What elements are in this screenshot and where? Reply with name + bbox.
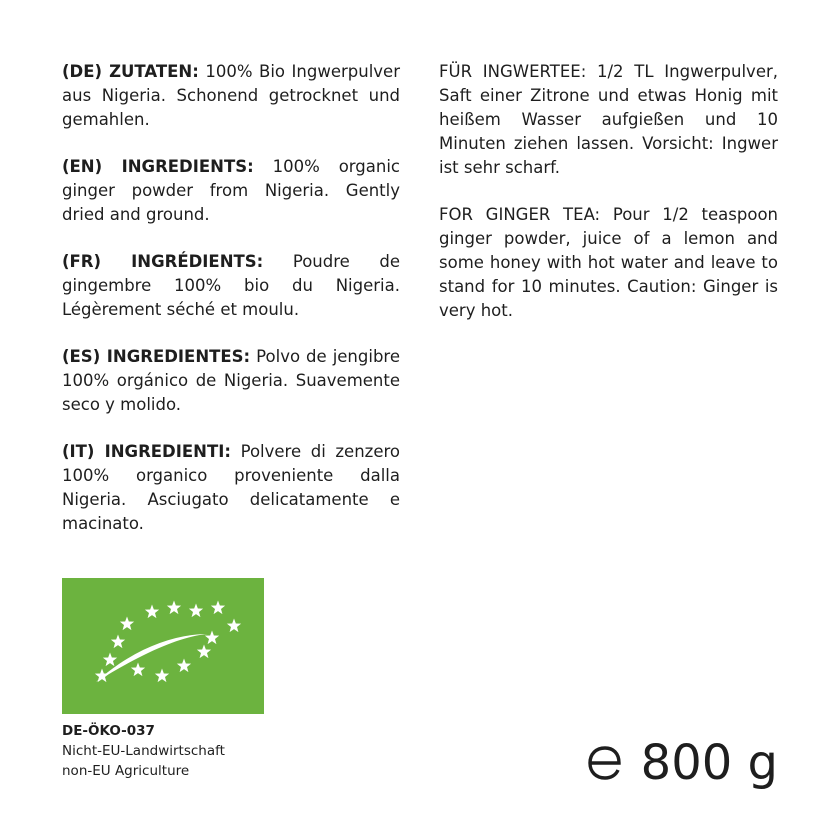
weight-value: 800 g [640,735,778,791]
lang-label: (ES) INGREDIENTES: [62,347,251,366]
lang-label: (DE) ZUTATEN: [62,62,199,81]
ingredients-fr [62,250,400,322]
preparation-column [439,60,778,346]
preparation-en: FOR GINGER TEA: Pour 1/2 teaspoon ginger powder, juice of a lemon and some honey with hot water and leave to stand for 10 minutes. Caution: Ginger is very hot. [439,205,778,320]
preparation-de: FÜR INGWERTEE: 1/2 TL Ingwerpulver, Saft einer Zitrone und etwas Honig mit heißem Wasser aufgießen und 10 Minuten ziehen lassen. Vorsicht: Ingwer ist sehr scharf. [439,62,778,177]
lang-label: (EN) INGREDIENTS: [62,157,254,176]
certification-block [62,721,225,781]
ingredients-es [62,345,400,417]
ingredients-text: 100% Bio Ingwerpulver aus Nigeria. Schonend getrocknet und gemahlen. [62,62,400,129]
ingredients-it [62,440,400,536]
certification-origin-en: non-EU Agriculture [62,763,190,779]
lang-label: (IT) INGREDIENTI: [62,442,231,461]
net-weight [583,735,778,791]
estimated-sign-icon [583,741,627,785]
certification-origin-de: Nicht-EU-Landwirtschaft [62,743,225,759]
ingredients-column [62,60,400,559]
ingredients-text: Poudre de gingembre 100% bio du Nigeria. Légèrement séché et moulu. [62,252,400,319]
lang-label: (FR) INGRÉDIENTS: [62,252,264,271]
eu-organic-leaf-logo [62,578,264,714]
ingredients-en [62,155,400,227]
ingredients-text: 100% organic ginger powder from Nigeria. Gently dried and ground. [62,157,400,224]
ingredients-text: Polvere di zenzero 100% organico proveniente dalla Nigeria. Asciugato delicatamente e macinato. [62,442,400,533]
ingredients-de [62,60,400,132]
ingredients-text: Polvo de jengibre 100% orgánico de Nigeria. Suavemente seco y molido. [62,347,400,414]
certification-code: DE-ÖKO-037 [62,723,155,739]
